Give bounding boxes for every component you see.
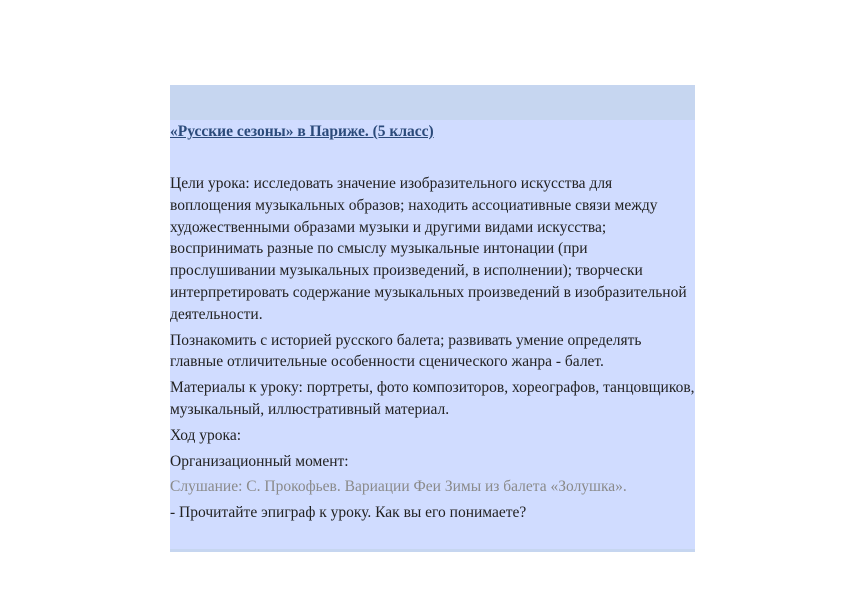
lesson-panel [170,85,695,552]
lesson-intro: Познакомить с историей русского балета; развивать умение определять главные отличительные особенности сценического жанра - балет. [170,331,642,371]
lesson-org-moment: Организационный момент: [170,452,349,470]
panel-header-band [170,85,695,120]
lesson-materials: Материалы к уроку: портреты, фото композиторов, хореографов, танцовщиков, музыкальный, иллюстративный материал. [170,379,695,418]
lesson-epigraph-question: - Прочитайте эпиграф к уроку. Как вы его понимаете? [170,504,527,522]
lesson-title: «Русские сезоны» в Париже. (5 класс) [170,123,434,140]
lesson-goals: Цели урока: исследовать значение изобразительного искусства для воплощения музыкальных образов; находить ассоциативные связи между художественными образами музыки и другими видами искусства; воспринимать разные по смыслу музыкальные интонации (при прослушивании музыкальных произведений, в исполнении); творчески интерпретировать содержание музыкальных произведений в изобразительной деятельности. [170,175,687,323]
lesson-progress-heading: Ход урока: [170,426,242,444]
lesson-listening: Слушание: С. Прокофьев. Вариации Феи Зимы из балета «Золушка». [170,478,627,496]
panel-bottom-band [170,549,695,552]
lesson-body [170,120,695,524]
